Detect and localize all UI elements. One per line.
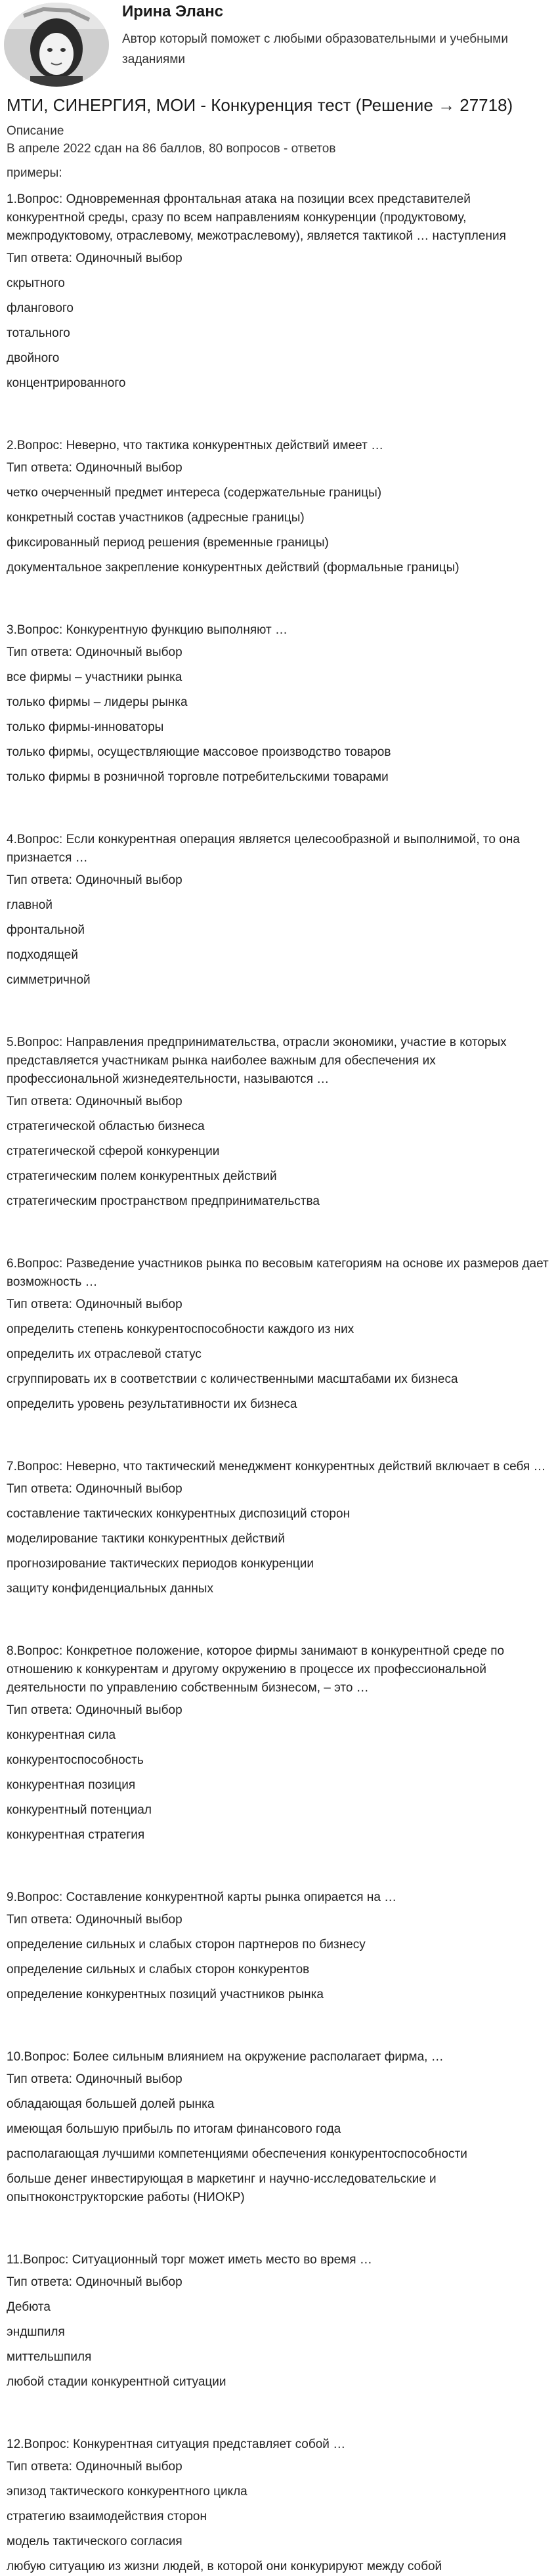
answer-type: Тип ответа: Одиночный выбор [7,1482,182,1496]
answer-option: стратегическим пространством предпринимательства [7,1194,320,1208]
question-block [7,1888,549,2004]
answer-option: стратегической областью бизнеса [7,1120,205,1133]
answer-option: фронтальной [7,923,85,937]
question-block [7,2048,549,2207]
answer-type: Тип ответа: Одиночный выбор [7,251,182,265]
question-block [7,437,549,577]
question-block [7,1034,549,1211]
answer-option: конкурентная стратегия [7,1828,145,1842]
question-block [7,2435,549,2576]
question-text: 7.Вопрос: Неверно, что тактический менеджмент конкурентных действий включает в себя … [7,1460,546,1474]
question-text: 3.Вопрос: Конкурентную функцию выполняют … [7,623,288,637]
answer-option: только фирмы в розничной торговле потребительскими товарами [7,770,389,784]
avatar-photo-icon [4,3,109,87]
answer-option: моделирование тактики конкурентных действий [7,1532,286,1546]
question-text: 6.Вопрос: Разведение участников рынка по весовым категориям на основе их размеров дает возможность … [7,1257,549,1289]
answer-option: защиту конфиденциальных данных [7,1582,213,1596]
question-text: 4.Вопрос: Если конкурентная операция является целесообразной и выполнимой, то она признается … [7,833,520,865]
question-text: 10.Вопрос: Более сильным влиянием на окружение располагает фирма, … [7,2050,444,2064]
answer-option: только фирмы – лидеры рынка [7,695,188,709]
answer-type: Тип ответа: Одиночный выбор [7,2275,182,2289]
question-block [7,1642,549,1845]
question-text: 8.Вопрос: Конкретное положение, которое фирмы занимают в конкурентной среде по отношению к конкурентам и другому окружению в процессе их профессиональной деятельности по управлению собственным бизнесом, – это … [7,1644,505,1695]
answer-type: Тип ответа: Одиночный выбор [7,461,182,475]
answer-option: эпизод тактического конкурентного цикла [7,2485,247,2499]
question-text: 1.Вопрос: Одновременная фронтальная атака на позиции всех представителей конкурентной среды, сразу по всем направлениям конкуренции (продуктовому, межпродуктовому, отраслевому, межотраслевому), является тактикой … наступления [7,192,506,243]
question-block [7,831,549,990]
answer-option: стратегию взаимодействия сторон [7,2510,207,2523]
question-spacer [7,787,549,822]
answer-option: подходящей [7,948,78,962]
answer-option: располагающая лучшими компетенциями обеспечения конкурентоспособности [7,2147,467,2161]
answer-option: четко очерченный предмет интереса (содержательные границы) [7,486,382,500]
question-spacer [7,2391,549,2427]
answer-option: эндшпиля [7,2325,65,2339]
question-text: 5.Вопрос: Направления предпринимательства, отрасли экономики, участие в которых представляется участникам рынка наиболее важным для обеспечения их профессиональной жизнедеятельности, называются … [7,1036,507,1086]
question-text: 11.Вопрос: Ситуационный торг может иметь место во время … [7,2253,372,2267]
answer-option: конкурентоспособность [7,1753,144,1767]
author-avatar[interactable] [4,3,109,87]
question-text: 12.Вопрос: Конкурентная ситуация представляет собой … [7,2437,346,2451]
answer-option: скрытного [7,276,65,290]
answer-type: Тип ответа: Одиночный выбор [7,1298,182,1311]
question-spacer [7,1414,549,1449]
answer-option: определить их отраслевой статус [7,1347,202,1361]
question-text: 2.Вопрос: Неверно, что тактика конкурентных действий имеет … [7,439,384,452]
examples-label: примеры: [7,166,62,180]
author-name[interactable]: Ирина Эланс [122,3,224,20]
answer-option: стратегической сферой конкуренции [7,1145,220,1158]
question-block [7,190,549,393]
questions-list [7,190,549,2576]
answer-option: больше денег инвестирующая в маркетинг и научно-исследовательские и опытноконструкторские работы (НИОКР) [7,2172,437,2204]
answer-option: концентрированного [7,376,126,390]
answer-type: Тип ответа: Одиночный выбор [7,1913,182,1927]
answer-option: определение сильных и слабых сторон партнеров по бизнесу [7,1938,366,1952]
answer-type: Тип ответа: Одиночный выбор [7,1095,182,1108]
author-header [0,0,556,92]
answer-type: Тип ответа: Одиночный выбор [7,2460,182,2474]
question-spacer [7,1211,549,1246]
answer-option: определение конкурентных позиций участников рынка [7,1988,324,2001]
answer-type: Тип ответа: Одиночный выбор [7,1703,182,1717]
question-spacer [7,2207,549,2242]
question-spacer [7,393,549,428]
answer-option: определение сильных и слабых сторон конкурентов [7,1963,310,1976]
answer-option: все фирмы – участники рынка [7,670,182,684]
answer-option: двойного [7,351,60,365]
question-block [7,1458,549,1598]
answer-option: конкретный состав участников (адресные границы) [7,511,305,525]
answer-option: только фирмы, осуществляющие массовое производство товаров [7,745,391,759]
document-body [0,95,556,2576]
answer-option: Дебюта [7,2300,51,2314]
answer-option: флангового [7,301,74,315]
answer-option: конкурентный потенциал [7,1803,152,1817]
answer-option: только фирмы-инноваторы [7,720,164,734]
answer-type: Тип ответа: Одиночный выбор [7,873,182,887]
question-text: 9.Вопрос: Составление конкурентной карты рынка опирается на … [7,1890,397,1904]
answer-option: фиксированный период решения (временные границы) [7,536,329,550]
answer-option: обладающая большей долей рынка [7,2097,215,2111]
answer-option: определить уровень результативности их бизнеса [7,1397,297,1411]
author-description: Автор который поможет с любыми образовательными и учебными заданиями [122,32,508,66]
answer-option: стратегическим полем конкурентных действий [7,1169,277,1183]
answer-type: Тип ответа: Одиночный выбор [7,645,182,659]
question-spacer [7,990,549,1025]
answer-option: определить степень конкурентоспособности каждого из них [7,1322,354,1336]
answer-option: имеющая большую прибыль по итогам финансового года [7,2122,341,2136]
question-spacer [7,577,549,613]
answer-option: документальное закрепление конкурентных действий (формальные границы) [7,561,460,575]
answer-option: прогнозирование тактических периодов конкуренции [7,1557,314,1571]
answer-option: миттельшпиля [7,2350,92,2364]
answer-option: главной [7,898,53,912]
answer-option: симметричной [7,973,91,987]
answer-option: составление тактических конкурентных диспозиций сторон [7,1507,351,1521]
answer-option: любую ситуацию из жизни людей, в которой они конкурируют между собой [7,2560,442,2573]
answer-option: модель тактического согласия [7,2535,182,2548]
answer-option: любой стадии конкурентной ситуации [7,2375,226,2389]
answer-type: Тип ответа: Одиночный выбор [7,2072,182,2086]
answer-option: тотального [7,326,70,340]
description-text: В апреле 2022 сдан на 86 баллов, 80 вопросов - ответов [7,142,336,156]
document-title: МТИ, СИНЕРГИЯ, МОИ - Конкуренция тест (Решение → 27718) [7,95,513,115]
question-block [7,1255,549,1414]
question-block [7,2251,549,2391]
answer-option: конкурентная сила [7,1728,116,1742]
question-spacer [7,2004,549,2040]
question-spacer [7,1845,549,1880]
answer-option: конкурентная позиция [7,1778,136,1792]
answer-option: сгруппировать их в соответствии с количественными масштабами их бизнеса [7,1372,458,1386]
description-label: Описание [7,124,64,138]
question-block [7,621,549,787]
question-spacer [7,1598,549,1634]
